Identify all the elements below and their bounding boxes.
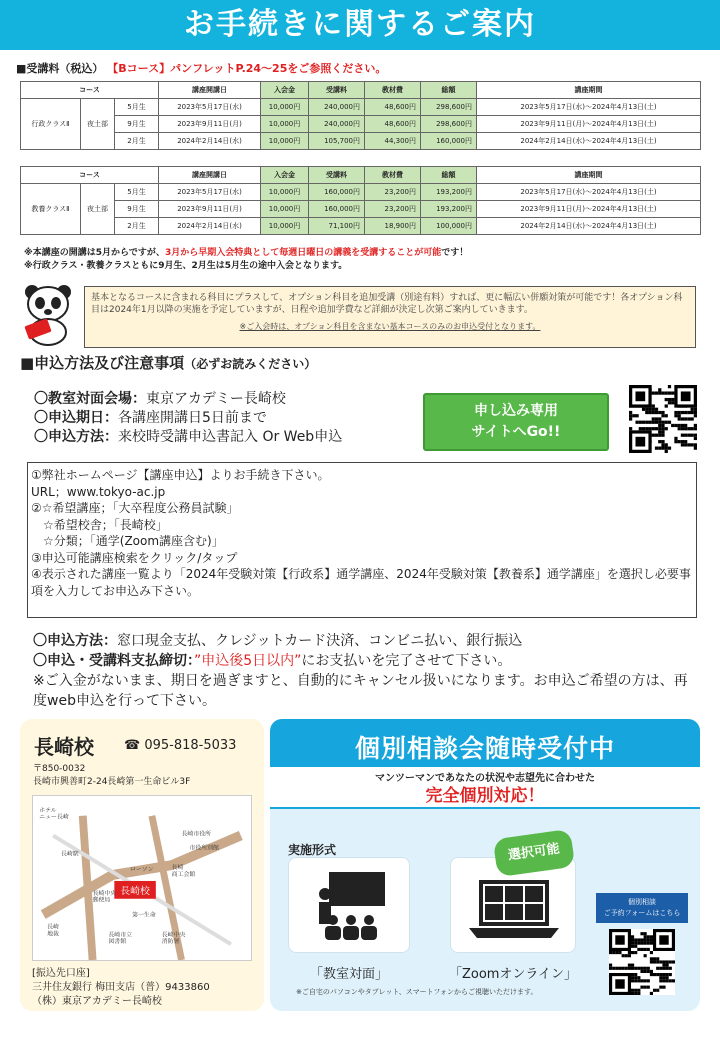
table-row: 9月生 2023年9月11日(月) 10,000円 240,000円 48,600円 298,600円 2023年9月11日(月)～2024年4月13日(土)	[21, 116, 701, 133]
svg-text:長崎中央消防署: 長崎中央消防署	[161, 932, 186, 946]
table-row: 教養クラスⅡ 夜土部 5月生 2023年5月17日(水) 10,000円 160,000円 23,200円 193,200円 2023年5月17日(水)～2024年4月13日(土)	[21, 184, 701, 201]
svg-text:長崎商工会館: 長崎商工会館	[171, 865, 196, 879]
table-row: 行政クラスⅡ 夜土部 5月生 2023年5月17日(水) 10,000円 240,000円 48,600円 298,600円 2023年5月17日(水)～2024年4月13日(土)	[21, 99, 701, 116]
col-header: 教材費	[365, 167, 421, 184]
col-header: 教材費	[365, 82, 421, 99]
bank-account: [振込先口座] 三井住友銀行 梅田支店（普）9433860 （株）東京アカデミー長崎校	[32, 968, 210, 1007]
reservation-form-button[interactable]: 個別相談 ご予約フォームはこちら	[596, 893, 688, 923]
campus-phone: ☎ 095-818-5033	[124, 738, 237, 753]
apply-site-button[interactable]: 申し込み専用 サイトへGo!!	[423, 393, 609, 451]
payment-info: 〇申込方法：窓口現金支払、クレジットカード決済、コンビニ払い、銀行振込 〇申込・受講料支払締切：”申込後5日以内”にお支払いを完了させて下さい。 ※ご入金がないまま、期日を過ぎますと、自動的にキャンセル扱いになります。お申込ご希望の方は、再度web申込を行って下さい。	[33, 633, 688, 709]
svg-text:第一生命: 第一生命	[132, 912, 156, 919]
col-header: 講座期間	[477, 167, 701, 184]
svg-text:長崎中央郵便局: 長崎中央郵便局	[92, 890, 117, 904]
web-apply-steps	[27, 462, 697, 618]
apply-heading: ■申込方法及び注意事項（必ずお読みください）	[20, 354, 317, 372]
table-row: 2月生 2024年2月14日(水) 10,000円 71,100円 18,900円 100,000円 2024年2月14日(水)～2024年4月13日(土)	[21, 218, 701, 235]
table-row: 2月生 2024年2月14日(水) 10,000円 105,700円 44,300円 160,000円 2024年2月14日(水)～2024年4月13日(土)	[21, 133, 701, 150]
consult-subtitle: マンツーマンであなたの状況や志望先に合わせた	[270, 767, 700, 807]
step-item: ①弊社ホームページ【講座申込】よりお手続き下さい。	[31, 468, 330, 482]
mascot-icon	[18, 282, 80, 346]
page-title: お手続きに関するご案内	[0, 0, 720, 50]
fee-table-kyoyo	[20, 166, 701, 235]
option-notice: 基本となるコースに含まれる科目にプラスして、オプション科目を追加受講（別途有料）すれば、更に幅広い併願対策が可能です！各オプション科目は2024年1月以降の実施を予定していますが、日程や追加学費など詳細が決定し次第ご案内していきます。 ※ご入会時は、オプション科目を含まない基本コースのみのお申込受付となります。	[84, 286, 696, 348]
svg-text:長崎校: 長崎校	[120, 885, 150, 897]
col-course: コース	[21, 167, 159, 184]
consultation-card	[270, 719, 700, 1011]
svg-text:長崎駅: 長崎駅	[60, 851, 79, 858]
col-header: 入会金	[261, 167, 309, 184]
col-header: 受講料	[309, 82, 365, 99]
col-header: 講座開講日	[159, 167, 261, 184]
consult-footnote: ※ご自宅のパソコンやタブレット、スマートフォンからご視聴いただけます。	[296, 988, 538, 996]
classroom-caption: 「教室対面」	[309, 967, 388, 982]
step-item: ☆希望校舎；「長崎校」	[31, 517, 168, 532]
campus-name: 長崎校	[34, 735, 94, 759]
consult-title: 個別相談会随時受付中	[354, 734, 615, 763]
svg-text:長崎地裁: 長崎地裁	[47, 924, 59, 938]
svg-text:長崎市立図書館: 長崎市立図書館	[108, 932, 133, 946]
fee-table-gyosei	[20, 81, 701, 150]
col-header: 受講料	[309, 167, 365, 184]
col-course: コース	[21, 82, 159, 99]
svg-text:ローソン: ローソン	[130, 867, 154, 874]
classroom-icon	[289, 858, 411, 954]
step-item: URL；www.tokyo-ac.jp	[31, 484, 166, 499]
col-header: 総額	[421, 167, 477, 184]
campus-address: 〒850-0032 長崎市興善町2-24長崎第一生命ビル3F	[33, 764, 191, 787]
svg-text:市役所別館: 市役所別館	[189, 845, 219, 852]
apply-details: 〇教室対面会場：東京アカデミー長崎校 〇申込期日：各講座開講日5日前まで 〇申込方法：来校時受講申込書記入 Or Web申込	[34, 391, 343, 445]
classroom-card	[288, 857, 410, 953]
consult-emphasis: 完全個別対応！	[425, 786, 545, 806]
step-item: ②☆希望講座；「大卒程度公務員試験」	[31, 501, 239, 515]
campus-map	[32, 795, 252, 961]
svg-text:長崎市役所: 長崎市役所	[181, 831, 212, 838]
campus-card	[20, 719, 264, 1011]
step-item: ☆分類；「通学(Zoom講座含む)」	[31, 534, 224, 548]
table-row: 9月生 2023年9月11日(月) 10,000円 160,000円 23,200円 193,200円 2023年9月11日(月)～2024年4月13日(土)	[21, 201, 701, 218]
col-header: 入会金	[261, 82, 309, 99]
reservation-qr-icon[interactable]	[609, 929, 675, 995]
format-label: 実施形式	[288, 843, 337, 857]
fee-heading: ■受講料（税込） 【Bコース】パンフレットP.24～25をご参照ください。	[16, 62, 387, 75]
svg-text:ホテルニュー長崎: ホテルニュー長崎	[39, 807, 69, 821]
course-notes: ※本講座の開講は5月からですが、3月から早期入会特典として毎週日曜日の講義を受講することが可能です！ ※行政クラス・教養クラスともに9月生、2月生は5月生の途中入会となります。	[24, 248, 469, 271]
col-header: 講座開講日	[159, 82, 261, 99]
step-item: ④表示された講座一覧より「2024年受験対策【行政系】通学講座、2024年受験対策【教養系】通学講座」を選択し必要事項を入力してお申込み下さい。	[31, 567, 691, 598]
choice-badge: 選択可能	[493, 829, 576, 877]
col-header: 総額	[421, 82, 477, 99]
step-item: ③申込可能講座検索をクリック/タップ	[31, 550, 238, 565]
qr-code-icon[interactable]	[629, 385, 697, 453]
col-header: 講座期間	[477, 82, 701, 99]
zoom-caption: 「Zoomオンライン」	[448, 967, 578, 982]
